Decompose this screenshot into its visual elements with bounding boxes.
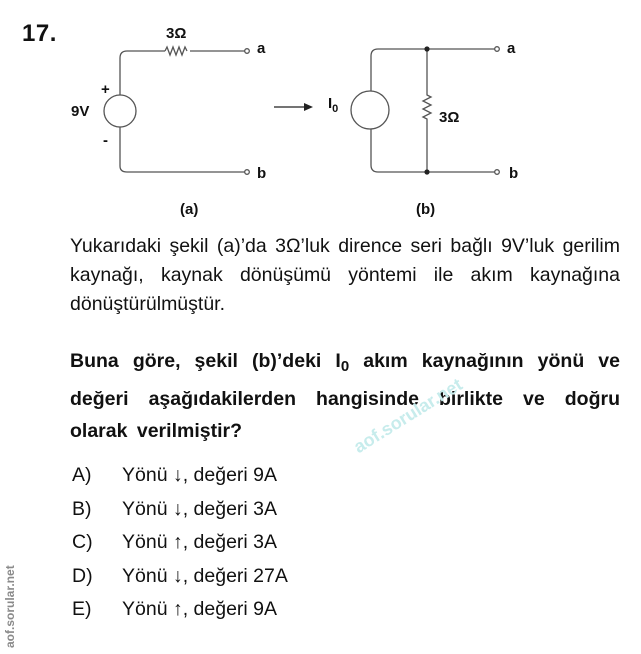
arrow-icon (274, 103, 313, 111)
resistor-icon (165, 47, 187, 55)
terminal-a-label: a (257, 40, 266, 57)
terminal-b-label: b (509, 165, 519, 182)
prompt-subscript: 0 (340, 358, 350, 375)
option-text: Yönü ↑, değeri 3A (122, 531, 278, 554)
node-dot-icon (424, 46, 429, 51)
node-dot-icon (424, 169, 429, 174)
watermark-side: aof.sorular.net (3, 565, 17, 648)
option-e[interactable] (72, 593, 288, 627)
option-d[interactable] (72, 560, 288, 594)
caption-b: (b) (416, 201, 436, 218)
option-a[interactable] (72, 459, 288, 493)
prompt-part: akım kaynağının yönü ve değeri aşağıdakilerden hangisinde birlikte ve doğru olarak verilmiştir? (70, 350, 620, 442)
option-letter: C) (72, 531, 93, 554)
plus-sign: + (101, 81, 110, 98)
voltage-source-icon (104, 95, 136, 127)
minus-sign: - (103, 132, 108, 149)
option-letter: B) (72, 497, 92, 520)
current-source-icon (351, 91, 389, 129)
option-text: Yönü ↓, değeri 3A (122, 497, 278, 520)
question-prompt (70, 345, 620, 447)
option-letter: A) (72, 464, 92, 487)
option-letter: D) (72, 564, 93, 587)
circuit-a (104, 47, 249, 174)
option-text: Yönü ↑, değeri 9A (122, 598, 278, 621)
caption-a: (a) (180, 201, 199, 218)
option-letter: E) (72, 598, 92, 621)
resistor-icon (423, 49, 431, 172)
resistor-b-label: 3Ω (439, 109, 460, 126)
question-number: 17. (22, 20, 57, 47)
circuit-diagram (0, 0, 641, 230)
terminal-a-icon (245, 49, 250, 54)
option-text: Yönü ↓, değeri 27A (122, 564, 288, 587)
question-intro: Yukarıdaki şekil (a)’da 3Ω’luk dirence seri bağlı 9V’luk gerilim kaynağı, kaynak dönüşümü yöntemi ile akım kaynağına dönüştürülmüştür. (70, 235, 620, 315)
option-c[interactable] (72, 526, 288, 560)
terminal-a-icon (495, 47, 500, 52)
answer-options (72, 459, 288, 627)
terminal-b-label: b (257, 165, 267, 182)
terminal-a-label: a (507, 40, 516, 57)
option-b[interactable] (72, 493, 288, 527)
circuit-b (351, 47, 499, 175)
current-source-label: $I_0$ (328, 95, 339, 115)
resistor-a-label: 3Ω (166, 25, 187, 42)
prompt-part: Buna göre, şekil (b)’deki I (70, 350, 341, 372)
voltage-label: 9V (71, 103, 90, 120)
watermark-diagonal: aof.sorular.net (350, 374, 466, 457)
option-text: Yönü ↓, değeri 9A (122, 464, 278, 487)
terminal-b-icon (245, 170, 250, 175)
terminal-b-icon (495, 170, 500, 175)
